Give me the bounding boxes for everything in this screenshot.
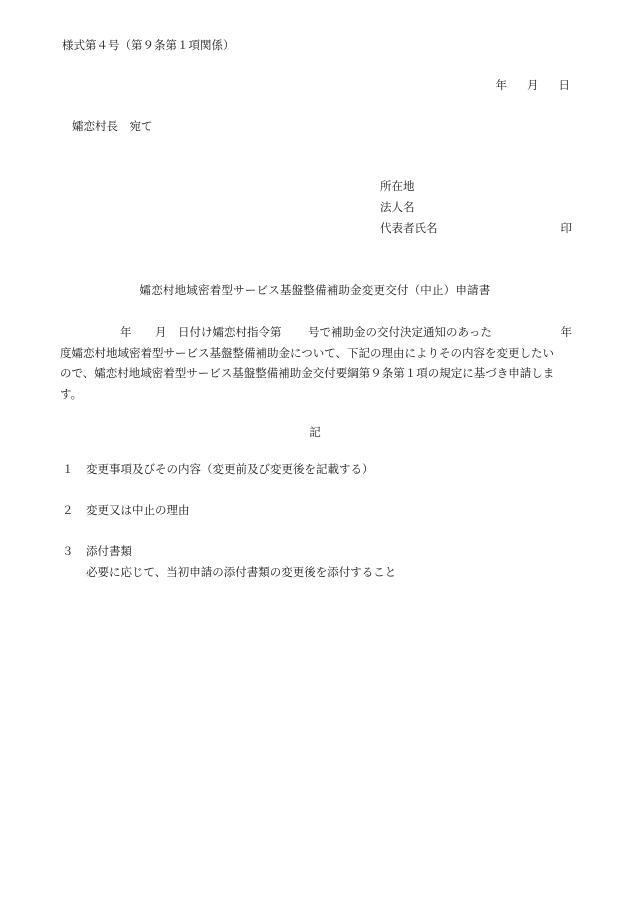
item-number: ３ <box>62 544 74 558</box>
representative-row <box>380 223 572 244</box>
item-3 <box>62 546 132 558</box>
item-2 <box>62 505 190 517</box>
representative-label: 代表者氏名 <box>380 221 438 235</box>
date-line <box>496 80 571 92</box>
body-directive: 日付け孀恋村指令第 <box>178 325 282 339</box>
body-line-3: ので、孀恋村地域密着型サービス基盤整備補助金交付要綱第９条第１項の規定に基づき申請しま <box>60 366 555 380</box>
item-text: 添付書類 <box>86 544 132 558</box>
item-1 <box>62 464 374 476</box>
item-text: 変更又は中止の理由 <box>86 503 190 517</box>
document-title: 孀恋村地域密着型サービス基盤整備補助金変更交付（中止）申請書 <box>139 283 491 297</box>
address-label: 所在地 <box>380 179 415 193</box>
body-line-4: す。 <box>60 386 83 401</box>
address-row <box>380 181 572 202</box>
body-fiscal-year: 年 <box>560 325 572 339</box>
seal-mark: 印 <box>560 221 572 235</box>
corporation-row <box>380 202 572 223</box>
item-text: 変更事項及びその内容（変更前及び変更後を記載する） <box>86 462 374 476</box>
body-notice: 号で補助金の交付決定通知のあった <box>308 325 492 339</box>
body-line-2: 度孀恋村地域密着型サービス基盤整備補助金について、下記の理由によりその内容を変更したい <box>60 345 555 360</box>
date-month-label: 月 <box>527 78 539 92</box>
corporation-label: 法人名 <box>380 200 415 214</box>
ki-heading: 記 <box>309 425 321 439</box>
item-number: １ <box>62 462 74 476</box>
item-3-note: 必要に応じて、当初申請の添付書類の変更後を添付すること <box>86 565 397 579</box>
body-month: 月 <box>155 325 167 339</box>
applicant-block <box>380 181 572 244</box>
addressee: 孀恋村長 宛て <box>72 119 153 133</box>
form-number: 様式第４号（第９条第１項関係） <box>62 38 235 52</box>
body-paragraph <box>60 322 572 404</box>
date-year-label: 年 <box>495 78 507 92</box>
body-year: 年 <box>120 325 132 339</box>
body-line-1 <box>60 322 572 343</box>
item-number: ２ <box>62 503 74 517</box>
date-day-label: 日 <box>558 78 570 92</box>
